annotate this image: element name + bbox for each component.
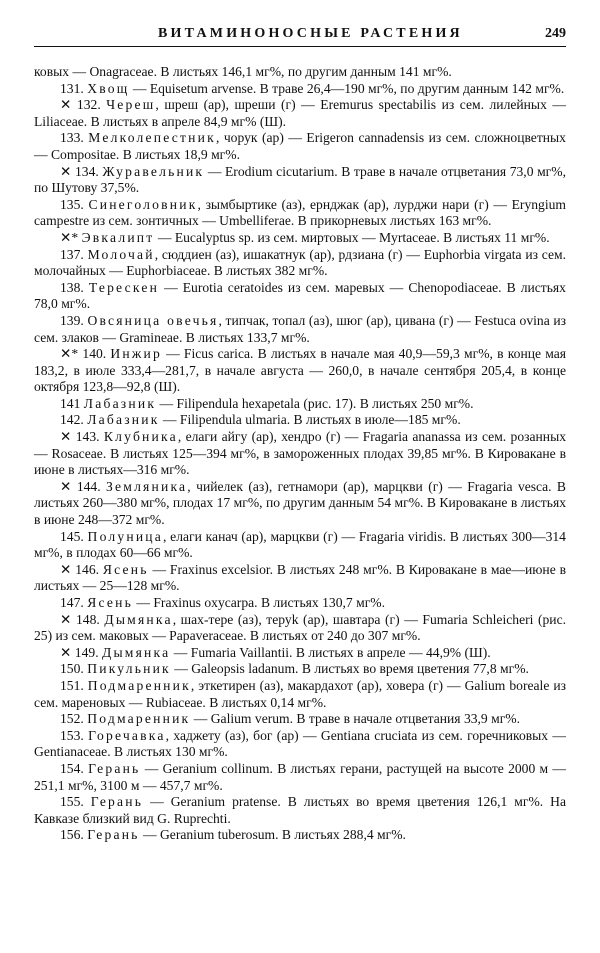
plant-name: Молочай bbox=[87, 246, 155, 262]
cross-mark: ✕ bbox=[60, 611, 76, 627]
entry-147: 147. Ясень — Fraxinus oxycarpa. В листьях 130,7 мг%. bbox=[60, 595, 385, 610]
entry-continuation: ковых — Onagraceae. В листьях 146,1 мг%, по другим данным 141 мг%. bbox=[34, 64, 452, 79]
entry-145: 145. Полуница, елаги канач (ар), марцкви (г) — Fragaria viridis. В листьях 300—314 мг%, в плодах 60—66 мг%. bbox=[34, 528, 566, 561]
body-text bbox=[34, 64, 566, 844]
plant-name: Ясень bbox=[87, 595, 133, 610]
entry-136: ✕* Эвкалипт — Eucalyptus sp. из сем. миртовых — Myrtaceae. В листьях 11 мг%. bbox=[60, 229, 550, 245]
entry-154: 154. Герань — Geranium collinum. В листьях герани, растущей на высоте 2000 м — 251,1 мг%, 3100 м — 457,7 мг%. bbox=[34, 760, 566, 793]
plant-name: Клубника bbox=[103, 429, 178, 445]
running-title: ВИТАМИНОНОСНЫЕ РАСТЕНИЯ bbox=[158, 26, 463, 41]
entry-153: 153. Горечавка, хаджету (аз), бог (ар) — Gentiana cruciata из сем. горечниковых — Gentianaceae. В листьях 130 мг%. bbox=[34, 727, 567, 760]
plant-name: Лабазник bbox=[83, 395, 157, 411]
entry-137: 137. Молочай, сюддиен (аз), ишакатнук (ар), рдзиана (г) — Euphorbia virgata из сем. молочайных — Euphorbiaceae. В листьях 382 мг%. bbox=[34, 246, 567, 279]
entry-134: ✕ 134. Журавельник — Erodium cicutarium. В траве в начале отцветания 73,0 мг%, по Шутову 37,5%. bbox=[34, 163, 566, 196]
plant-name: Полуница bbox=[87, 528, 164, 544]
plant-name: Инжир bbox=[110, 346, 162, 362]
cross-mark: ✕ bbox=[60, 644, 75, 660]
plant-name: Ясень bbox=[102, 561, 149, 577]
entry-155: 155. Герань — Geranium pratense. В листьях во время цветения 126,1 мг%. На Кавказе близкий вид G. Ruprechti. bbox=[34, 794, 566, 826]
entry-156: 156. Герань — Geranium tuberosum. В листьях 288,4 мг%. bbox=[60, 827, 406, 843]
page-number: 249 bbox=[545, 26, 566, 41]
entry-148: ✕ 148. Дымянка, шах-тере (аз), теруk (ар), шавтара (г) — Fumaria Schleicheri (рис. 25) из сем. маковых — Papaveraceae. В листьях от 240 до 307 мг%. bbox=[34, 611, 566, 644]
plant-name: Дымянка bbox=[102, 644, 171, 660]
entry-142: 142. Лабазник — Filipendula ulmaria. В листьях в июле—185 мг%. bbox=[60, 412, 461, 428]
plant-name: Пикульник bbox=[87, 661, 171, 677]
entry-149: ✕ 149. Дымянка — Fumaria Vaillantii. В листьях в апреле — 44,9% (Ш). bbox=[60, 644, 491, 660]
plant-name: Хвощ bbox=[87, 80, 130, 96]
cross-star-mark: ✕* bbox=[60, 229, 82, 245]
cross-star-mark: ✕* bbox=[60, 346, 83, 362]
plant-name: Журавельник bbox=[102, 163, 205, 179]
entry-132: ✕ 132. Череш, шреш (ар), шреши (г) — Eremurus spectabilis из сем. лилейных — Liliaceae. В листьях в апреле 84,9 мг% (Ш). bbox=[34, 97, 566, 129]
cross-mark: ✕ bbox=[60, 478, 77, 494]
plant-name: Терескен bbox=[88, 279, 160, 295]
entry-144: ✕ 144. Земляника, чийелек (аз), гетнамори (ар), марцкви (г) — Fragaria vesca. В листьях 260—380 мг%, плодах 17 мг%, по другим данным 54 мг%. В Кироваканe в листьях в июне 248—372 мг%. bbox=[34, 478, 567, 528]
entry-150: 150. Пикульник — Galeopsis ladanum. В листьях во время цветения 77,8 мг%. bbox=[60, 661, 529, 677]
cross-mark: ✕ bbox=[60, 429, 76, 445]
cross-mark: ✕ bbox=[60, 561, 76, 577]
entry-146: ✕ 146. Ясень — Fraxinus excelsior. В листьях 248 мг%. В Кироваканe в мае—июне в листьях — 25—128 мг%. bbox=[34, 561, 566, 594]
cross-mark: ✕ bbox=[60, 97, 77, 113]
plant-name: Подмаренник bbox=[87, 677, 191, 693]
plant-name: Подмаренник bbox=[87, 711, 191, 727]
plant-name: Земляника bbox=[106, 478, 188, 494]
plant-name: Мелколепестник bbox=[88, 130, 216, 146]
plant-name: Синеголовник bbox=[88, 196, 198, 212]
entry-140: ✕* 140. Инжир — Ficus carica. В листьях в начале мая 40,9—59,3 мг%, в конце мая 183,2, в июле 333,4—281,7, в начале августа — 260,0, в начале сентября 205,4, в конце октября 123,8—92,8 (Ш). bbox=[34, 346, 567, 395]
entry-133: 133. Мелколепестник, чорук (ар) — Erigeron cannadensis из сем. сложноцветных — Compositae. В листьях 18,9 мг%. bbox=[34, 130, 566, 162]
page-header bbox=[34, 20, 566, 47]
plant-name: Герань bbox=[88, 760, 141, 776]
plant-name: Лабазник bbox=[87, 412, 160, 428]
entry-151: 151. Подмаренник, эткетирен (аз), макардахот (ар), ховера (г) — Galium boreale из сем. мареновых — Rubiaceae. В листьях 0,14 мг%. bbox=[34, 677, 566, 710]
entry-152: 152. Подмаренник — Galium verum. В траве в начале отцветания 33,9 мг%. bbox=[60, 711, 521, 727]
entry-139: 139. Овсяница овечья, типчак, топал (аз), шюг (ар), цивана (г) — Festuca ovina из сем. злаков — Gramineae. В листьях 133,7 мг%. bbox=[34, 312, 566, 345]
plant-name: Герань bbox=[90, 794, 144, 810]
entry-138: 138. Терескен — Eurotia ceratoides из сем. маревых — Chenopodiaceae. В листьях 78,0 мг%. bbox=[34, 279, 566, 312]
plant-name: Горечавка bbox=[88, 727, 166, 743]
entry-141: 141 Лабазник — Filipendula hexapetala (рис. 17). В листьях 250 мг%. bbox=[60, 395, 474, 411]
cross-mark: ✕ bbox=[60, 163, 75, 179]
entry-131: 131. Хвощ — Equisetum arvense. В траве 26,4—190 мг%, по другим данным 142 мг%. bbox=[60, 80, 565, 96]
plant-name: Овсяница овечья bbox=[87, 312, 219, 328]
plant-name: Дымянка bbox=[104, 611, 173, 627]
plant-name: Череш bbox=[106, 97, 156, 113]
entry-143: ✕ 143. Клубника, елаги айгу (ар), хендро (г) — Fragaria ananassa из сем. розанных — Rosaceae. В листьях 125—394 мг%, в замороженных плодах 39,85 мг%. В Кироваканe в июне в листьях—316 мг%. bbox=[34, 429, 567, 478]
entry-135: 135. Синеголовник, зымбыртике (аз), ернджак (ар), лурджи нари (г) — Eryngium campestre из сем. зонтичных — Umbelliferae. В прикорневых листьях 163 мг%. bbox=[34, 196, 566, 229]
plant-name: Герань bbox=[87, 827, 140, 843]
plant-name: Эвкалипт bbox=[81, 229, 155, 245]
